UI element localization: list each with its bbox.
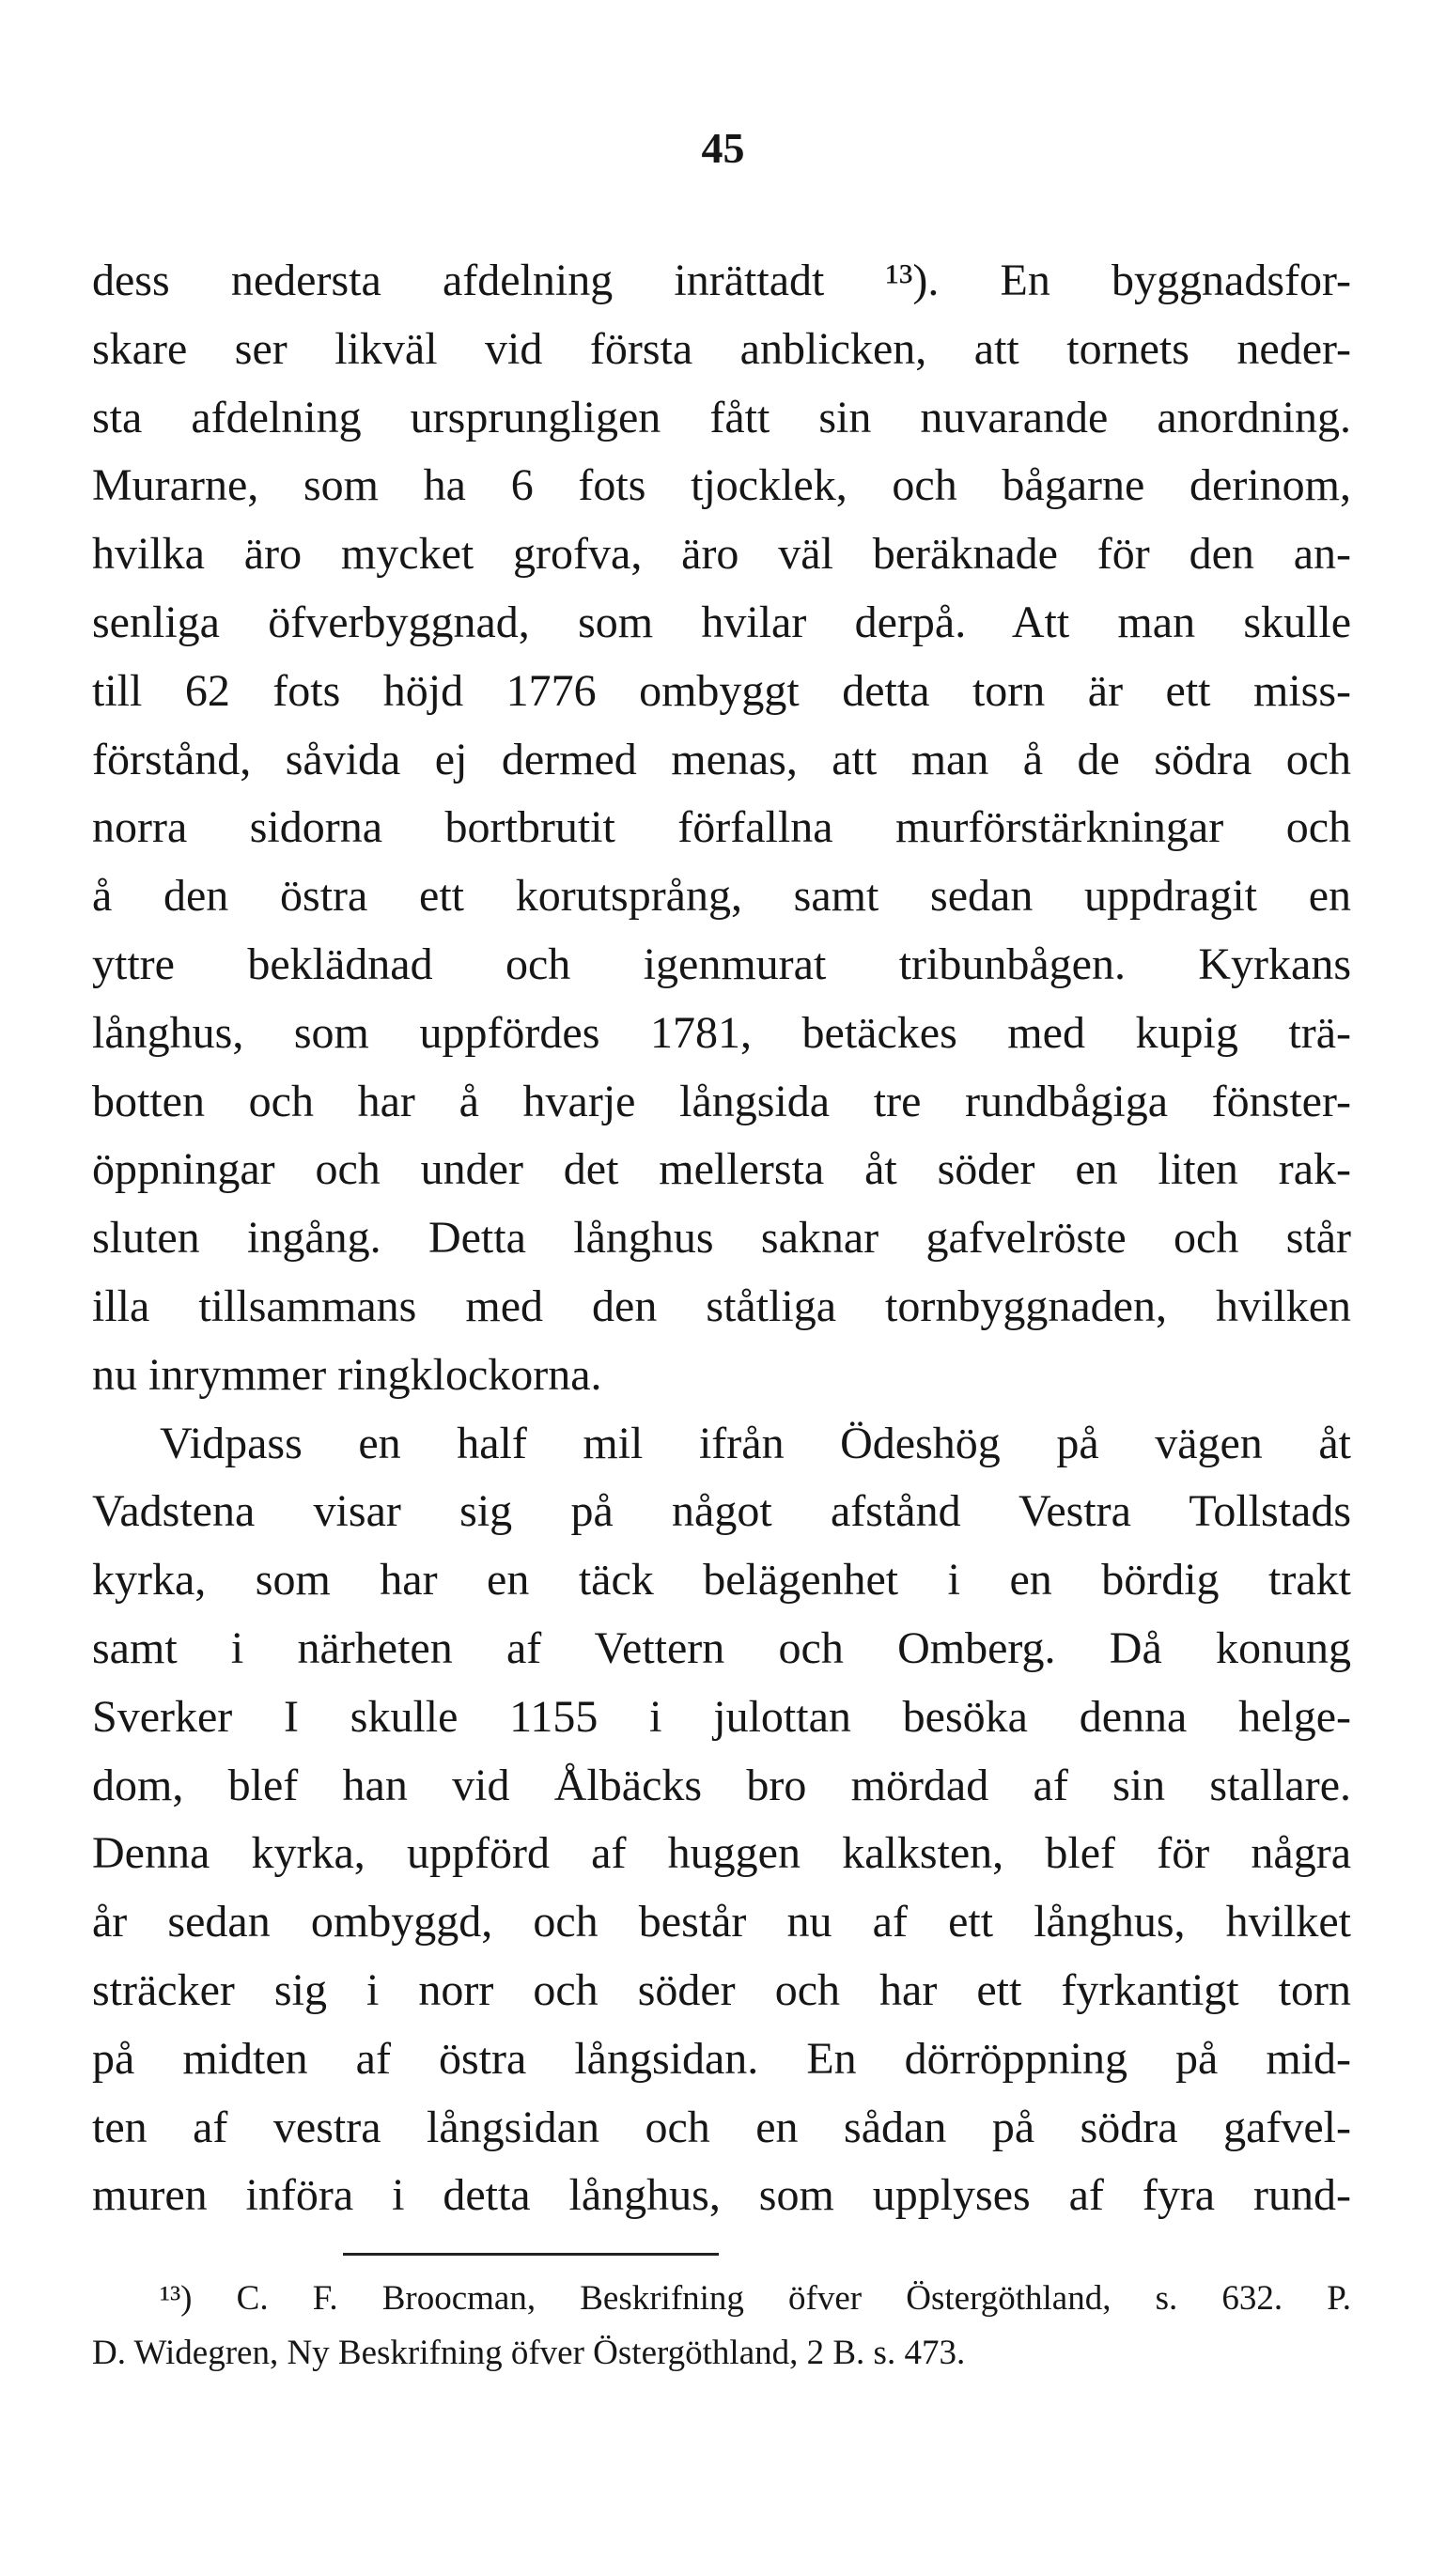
text-line: år sedan ombyggd, och består nu af ett långhus, hvilket [92,1897,1351,1948]
text-line: dess nedersta afdelning inrättadt ¹³). En byggnadsfor- [92,256,1351,305]
text-line: botten och har å hvarje långsida tre rundbågiga fönster- [92,1076,1351,1126]
text-line: Vadstena visar sig på något afstånd Vestra Tollstads [92,1486,1351,1537]
text-line: skare ser likväl vid första anblicken, att tornets neder- [92,323,1351,374]
footnotes [92,2272,1351,2381]
text-line: förstånd, såvida ej dermed menas, att man å de södra och [92,734,1351,784]
text-line: sluten ingång. Detta långhus saknar gafvelröste och står [92,1213,1351,1264]
text-line: på midten af östra långsidan. En dörröppning på mid- [92,2033,1351,2084]
page-number: 45 [701,124,745,172]
text-line: öppningar och under det mellersta åt söder en liten rak- [92,1144,1351,1195]
footnote-divider [343,2253,719,2256]
text-line: långhus, som uppfördes 1781, betäckes med kupig trä- [92,1007,1351,1058]
text-line: Sverker I skulle 1155 i julottan besöka denna helge- [92,1691,1351,1742]
text-line: nu inrymmer ringklockorna. [92,1349,602,1400]
body-text [92,247,1351,2230]
text-line: kyrka, som har en täck belägenhet i en bördig trakt [92,1555,1351,1606]
text-line: norra sidorna bortbrutit förfallna murförstärkningar och [92,802,1351,853]
text-line: yttre beklädnad och igenmurat tribunbågen. Kyrkans [92,939,1351,989]
text-line: hvilka äro mycket grofva, äro väl beräknade för den an- [92,529,1351,580]
text-line: muren införa i detta långhus, som upplyses af fyra rund- [92,2170,1351,2221]
text-line: samt i närheten af Vettern och Omberg. Då konung [92,1622,1351,1673]
footnote-line: ¹³) C. F. Broocman, Beskrifning öfver Östergöthland, s. 632. P. [160,2279,1351,2318]
text-line: illa tillsammans med den ståtliga tornbyggnaden, hvilken [92,1280,1351,1331]
text-line: Vidpass en half mil ifrån Ödeshög på vägen åt [160,1418,1351,1468]
text-line: å den östra ett korutsprång, samt sedan uppdragit en [92,871,1351,922]
text-line: till 62 fots höjd 1776 ombyggt detta torn är ett miss- [92,665,1351,716]
text-line: sträcker sig i norr och söder och har ett fyrkantigt torn [92,1964,1351,2015]
text-line: Denna kyrka, uppförd af huggen kalksten, blef för några [92,1828,1351,1879]
footnote-line: D. Widegren, Ny Beskrifning öfver Östergöthland, 2 B. s. 473. [92,2334,966,2372]
text-line: ten af vestra långsidan och en sådan på södra gafvel- [92,2102,1351,2152]
text-line: senliga öfverbyggnad, som hvilar derpå. Att man skulle [92,597,1351,647]
text-line: sta afdelning ursprungligen fått sin nuvarande anordning. [92,392,1351,442]
text-line: Murarne, som ha 6 fots tjocklek, och bågarne derinom, [92,460,1351,511]
text-line: dom, blef han vid Ålbäcks bro mördad af sin stallare. [92,1760,1351,1810]
